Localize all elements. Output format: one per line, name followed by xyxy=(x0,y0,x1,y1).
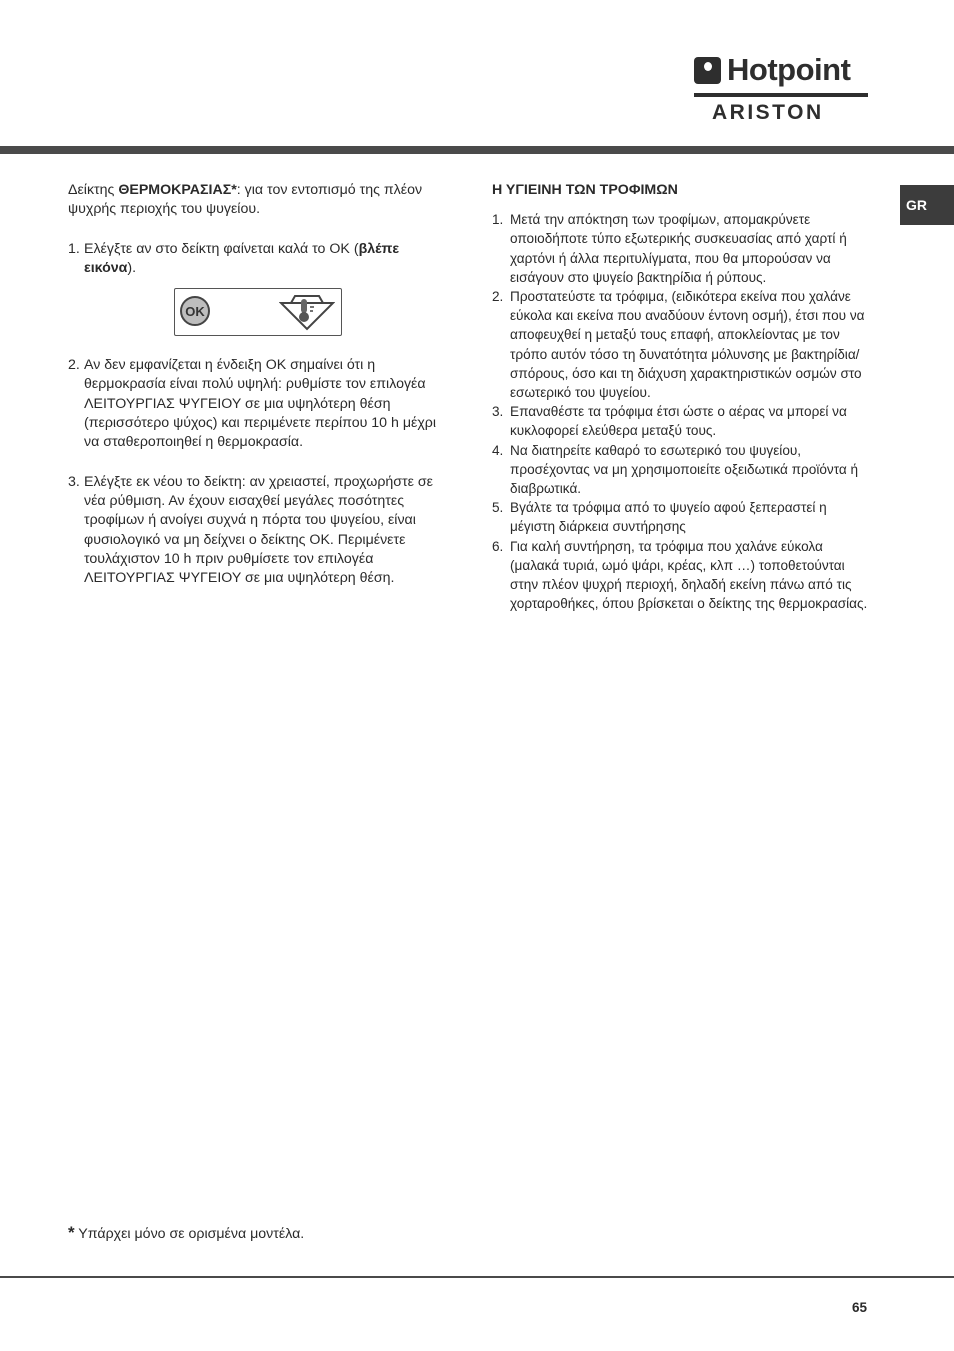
item-text: Προστατεύστε τα τρόφιμα, (ειδικότερα εκείνα που χαλάνε εύκολα και εκείνα που αναδύουν έντονη οσμή), έτσι που να αποφευχθεί η μεταξύ τους επαφή, αποκλείοντας με τον τρόπο αυτόν τόσο τη δυνατότητα μόλυνσης με βακτηρίδια/σπόρους, όσο και τη διάχυση χαρακτηριστικών οσμών στο εσωτερικό του ψυγείου. xyxy=(510,289,865,401)
list-item xyxy=(492,287,872,402)
item-text: Να διατηρείτε καθαρό το εσωτερικό του ψυγείου, προσέχοντας να μη χρησιμοποιείτε οξειδωτικά προϊόντα ή διαβρωτικά. xyxy=(510,442,859,497)
left-column xyxy=(68,181,448,588)
item-number: 5. xyxy=(492,500,504,516)
left-list-item-3 xyxy=(68,473,448,589)
list-item xyxy=(492,441,872,499)
hotpoint-mark-icon xyxy=(694,57,721,84)
temperature-indicator-icon xyxy=(279,293,335,331)
left-list-item-2 xyxy=(68,356,448,452)
item-number: 3. xyxy=(68,473,80,490)
page-number: 65 xyxy=(852,1300,868,1315)
ok-indicator-icon xyxy=(180,296,210,326)
item-text: Ελέγξτε αν στο δείκτη φαίνεται καλά το OK ( xyxy=(84,240,359,257)
brand-secondary: ARISTON xyxy=(712,101,824,124)
item-number: 2. xyxy=(68,357,80,374)
item-number: 2. xyxy=(492,289,504,305)
list-item xyxy=(492,537,872,614)
temperature-indicator-intro xyxy=(68,181,448,220)
item-bold-ref: βλέπε εικόνα xyxy=(84,240,400,276)
footnote-text: Υπάρχει μόνο σε ορισμένα μοντέλα. xyxy=(74,1226,305,1242)
spacer xyxy=(68,336,448,356)
item-text: Αν δεν εμφανίζεται η ένδειξη OK σημαίνει ότι η θερμοκρασία είναι πολύ υψηλή: ρυθμίστε τον επιλογέα ΛΕΙΤΟΥΡΓΙΑΣ ΨΥΓΕΙΟΥ σε μια υψηλότερη θέση (περισσότερο ψύχος) και περιμένετε περίπου 10 h μέχρι να σταθεροποιηθεί η θερμοκρασία. xyxy=(84,357,437,451)
header-bar xyxy=(0,146,954,154)
item-number: 4. xyxy=(492,442,504,458)
list-item xyxy=(492,210,872,287)
item-text: Βγάλτε τα τρόφιμα από το ψυγείο αφού ξεπεραστεί η μέγιστη διάρκεια συντήρησης xyxy=(510,500,827,535)
item-number: 1. xyxy=(492,212,504,228)
language-tab xyxy=(900,185,954,225)
footnote xyxy=(68,1223,304,1244)
brand-logo xyxy=(694,50,868,126)
footnote-star: * xyxy=(68,1223,75,1242)
brand-primary: Hotpoint xyxy=(727,52,851,87)
item-text-end: ). xyxy=(127,259,137,276)
item-number: 3. xyxy=(492,404,504,420)
list-item xyxy=(492,402,872,440)
ok-label: OK xyxy=(185,303,205,319)
right-column xyxy=(492,181,872,613)
logo-top-row xyxy=(694,50,850,90)
intro-bold-term: ΘΕΡΜΟΚΡΑΣΙΑΣ* xyxy=(118,182,237,198)
item-text: Ελέγξτε εκ νέου το δείκτη: αν χρειαστεί, προχωρήστε σε νέα ρύθμιση. Αν έχουν εισαχθεί μεγάλες ποσότητες τροφίμων ή ανοίγει συχνά η πόρτα του ψυγείου, είναι φυσιολογικό να μη δείχνει ο δείκτης OK. Περιμένετε τουλάχιστον 10 h πριν ρυθμίσετε τον επιλογέα ΛΕΙΤΟΥΡΓΙΑΣ ΨΥΓΕΙΟΥ σε μια υψηλότερη θέση. xyxy=(84,473,433,587)
spacer xyxy=(68,453,448,473)
intro-prefix: Δείκτης xyxy=(68,182,119,198)
item-text: Επαναθέστε τα τρόφιμα έτσι ώστε ο αέρας να μπορεί να κυκλοφορεί ελεύθερα μεταξύ τους. xyxy=(510,404,847,439)
item-text: Μετά την απόκτηση των τροφίμων, απομακρύνετε οποιοδήποτε τύπο εξωτερικής συσκευασίας από χαρτί ή χαρτόνι ή άλλα περιτυλίγματα, που θα μπορούσαν να εισάγουν στο ψυγείο βακτηρίδια ή ρύπους. xyxy=(510,212,847,285)
left-list-item-1 xyxy=(68,240,448,279)
list-item xyxy=(492,498,872,536)
item-text: Για καλή συντήρηση, τα τρόφιμα που χαλάνε εύκολα (μαλακά τυριά, ωμό ψάρι, κρέας, κλπ …) τοποθετούνται στην πλέον ψυχρή περιοχή, δηλαδή εκείνη πάνω από τις χορταροθήκες, όπου βρίσκεται ο δείκτης της θερμοκρασίας. xyxy=(510,538,868,612)
logo-divider xyxy=(694,93,868,97)
food-hygiene-heading: Η ΥΓΙΕΙΝΗ ΤΩΝ ΤΡΟΦΙΜΩΝ xyxy=(492,182,678,198)
intro-rest: : για τον εντοπισμό της πλέον ψυχρής περιοχής του ψυγείου. xyxy=(68,182,423,218)
footer-rule xyxy=(0,1276,954,1278)
item-number: 1. xyxy=(68,240,80,257)
ok-indicator-figure xyxy=(174,288,342,336)
item-number: 6. xyxy=(492,538,504,554)
language-tab-label: GR xyxy=(906,197,927,213)
